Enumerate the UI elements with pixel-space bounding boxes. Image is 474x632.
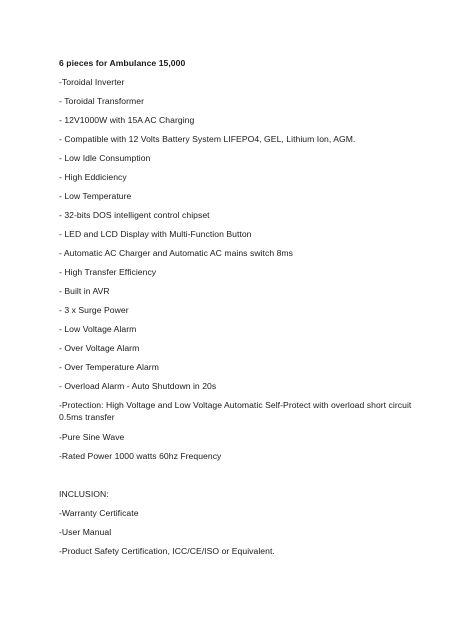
feature-item-toroidal-transformer: - Toroidal Transformer [59,96,144,106]
feature-item-overload-alarm: - Overload Alarm - Auto Shutdown in 20s [59,381,217,391]
feature-item-avr: - Built in AVR [59,286,110,296]
feature-item-protection: -Protection: High Voltage and Low Voltage Automatic Self-Protect with overload short circuit 0.5ms transfer [59,400,412,422]
inclusion-heading: INCLUSION: [59,489,109,499]
feature-item-display: - LED and LCD Display with Multi-Function Button [59,229,252,239]
feature-item-low-voltage-alarm: - Low Voltage Alarm [59,324,137,334]
feature-item-over-voltage-alarm: - Over Voltage Alarm [59,343,140,353]
inclusion-item-certification: -Product Safety Certification, ICC/CE/ISO or Equivalent. [59,546,275,556]
feature-item-ac-charger: - Automatic AC Charger and Automatic AC mains switch 8ms [59,248,293,258]
feature-item-temperature: - Low Temperature [59,191,132,201]
feature-item-pure-sine-wave: -Pure Sine Wave [59,432,125,442]
feature-item-idle-consumption: - Low Idle Consumption [59,153,151,163]
inclusion-item-user-manual: -User Manual [59,527,112,537]
feature-item-transfer-efficiency: - High Transfer Efficiency [59,267,157,277]
feature-item-charging: - 12V1000W with 15A AC Charging [59,115,195,125]
feature-item-battery-compatibility: - Compatible with 12 Volts Battery System LIFEPO4, GEL, Lithium Ion, AGM. [59,134,356,144]
feature-item-efficiency: - High Eddiciency [59,172,127,182]
feature-item-surge-power: - 3 x Surge Power [59,305,129,315]
feature-item-chipset: - 32-bits DOS intelligent control chipset [59,210,210,220]
inclusion-item-warranty: -Warranty Certificate [59,508,139,518]
feature-item-toroidal-inverter: -Toroidal Inverter [59,77,125,87]
feature-item-over-temperature-alarm: - Over Temperature Alarm [59,362,159,372]
feature-item-rated-power: -Rated Power 1000 watts 60hz Frequency [59,451,222,461]
document-title: 6 pieces for Ambulance 15,000 [59,58,186,68]
